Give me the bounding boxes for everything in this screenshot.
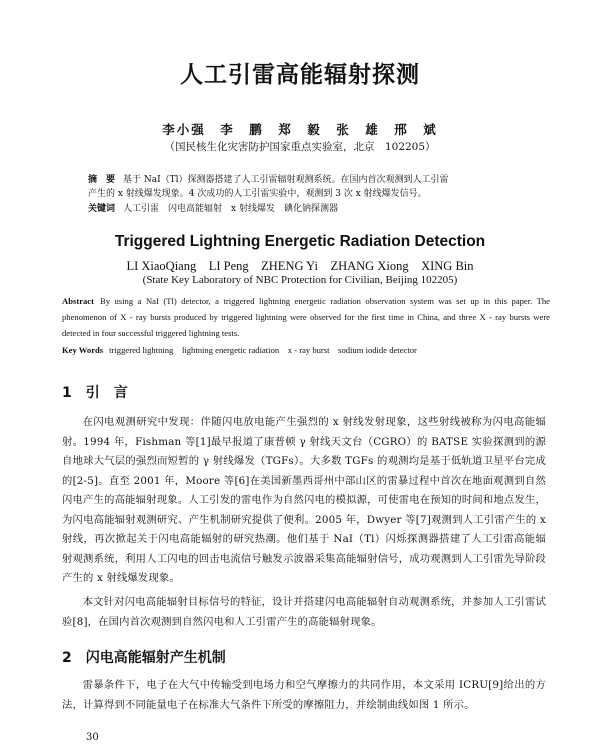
english-abstract-label: Abstract [62, 296, 94, 306]
chinese-abstract-text-1: 基于 NaI（Tl）探测器搭建了人工引雷辐射观测系统。在国内首次观测到人工引雷 [123, 175, 449, 185]
section-2-number: 2 [62, 650, 72, 666]
english-keywords [62, 344, 550, 356]
section-2-heading [62, 647, 226, 667]
english-authors: LI XiaoQiang LI Peng ZHENG Yi ZHANG Xiong XING Bin [126, 259, 474, 273]
section-1-paragraph-2: 本文针对闪电高能辐射目标信号的特征，设计并搭建闪电高能辐射自动观测系统，并参加人工引雷试验[8]，在国内首次观测到自然闪电和人工引雷产生的高能辐射现象。 [62, 596, 546, 628]
chinese-abstract-line-1 [88, 174, 548, 187]
chinese-abstract-line-2: 产生的 x 射线爆发现象。4 次成功的人工引雷实验中，观测到 3 次 x 射线爆发信号。 [88, 189, 427, 199]
english-abstract-text: By using a NaI (Tl) detector, a triggered lightning energetic radiation observation system was set up in this paper. The phenomenon of X - ray bursts produced by triggered lightning were observed for the first time in China, and three X - ray bursts were detected in four successful triggered lightning tests. [62, 296, 550, 338]
english-title: Triggered Lightning Energetic Radiation Detection [114, 233, 486, 250]
chinese-keywords-label: 关键词 [88, 204, 116, 214]
section-1-title: 引 言 [85, 385, 128, 401]
chinese-title: 人工引雷高能辐射探测 [180, 62, 420, 88]
section-1-heading [62, 382, 128, 402]
english-affiliation: (State Key Laboratory of NBC Protection for Civilian, Beijing 102205) [142, 274, 458, 286]
chinese-keywords-text: 人工引雷 闪电高能辐射 x 射线爆发 碘化钠探测器 [123, 204, 338, 214]
section-2-paragraph-1: 雷暴条件下，电子在大气中传输受到电场力和空气摩擦力的共同作用，本文采用 ICRU[9]给出的方法，计算得到不同能量电子在标准大气条件下所受的摩擦阻力，并绘制曲线如图 1 所示。 [62, 679, 546, 711]
english-keywords-label: Key Words [62, 345, 104, 355]
chinese-abstract-label: 摘 要 [88, 175, 116, 185]
english-keywords-text: triggered lightning lightning energetic radiation x - ray burst sodium iodide detector [109, 345, 417, 355]
section-1-paragraph-1: 在闪电观测研究中发现：伴随闪电放电能产生强烈的 x 射线发射现象，这些射线被称为闪电高能辐射。1994 年，Fishman 等[1]最早报道了康普顿 γ 射线天文台（CGRO）的 BATSE 实验探测到的源自地球大气层的强烈而短暂的 γ 射线爆发（TGFs）。大多数 TGFs 的观测均是基于低轨道卫星平台完成的[2-5]。直至 2001 年，Moore 等[6]在美国新墨西哥州中部山区的雷暴过程中首次在地面观测到自然闪电产生的高能辐射现象。人工引发的雷电作为自然闪电的模拟源，可使雷电在预知的时间和地点发生，为闪电高能辐射观测研究、产生机制研究提供了便利。2005 年，Dwyer 等[7]观测到人工引雷产生的 x 射线，再次掀起关于闪电高能辐射的研究热潮。他们基于 NaI（Tl）闪烁探测器搭建了人工引雷高能辐射观测系统，利用人工闪电的回击电流信号触发示波器采集高能辐射信号，成功观测到人工引雷先导阶段产生的 x 射线爆发现象。 [62, 416, 546, 584]
section-2-title: 闪电高能辐射产生机制 [85, 650, 226, 666]
chinese-authors: 李小强 李 鹏 郑 毅 张 雄 邢 斌 [162, 122, 438, 137]
chinese-keywords [88, 203, 548, 216]
chinese-affiliation: （国民核生化灾害防护国家重点实验室，北京 102205） [164, 141, 436, 153]
english-abstract [62, 293, 550, 341]
section-1-number: 1 [62, 385, 72, 401]
page-number: 30 [86, 732, 99, 743]
